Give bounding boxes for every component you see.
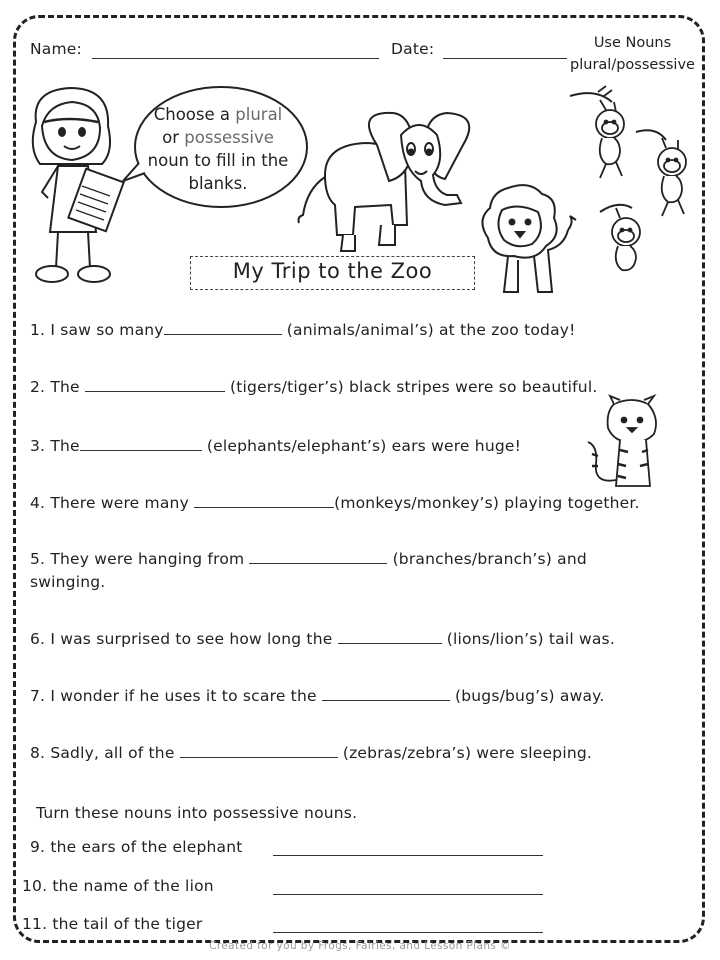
item-9-answer-line[interactable] [273,855,543,856]
question-5-line2: swinging. [30,573,106,591]
question-3-choices: (elephants/elephant’s) ears were huge! [201,437,522,455]
instructions-line3: noun to fill in the [147,151,289,170]
question-4-choices: (monkeys/monkey’s) playing together. [334,494,640,512]
instructions [133,103,303,195]
date-field[interactable] [443,58,567,59]
question-3-blank[interactable] [80,437,202,451]
question-7-text: 7. I wonder if he uses it to scare the [30,687,322,705]
question-2-text: 2. The [30,378,85,396]
monkeys-clipart-icon [566,82,706,278]
item-9-text: 9. the ears of the elephant [30,838,243,856]
word-plural: plural [235,105,283,124]
item-10-answer-line[interactable] [273,894,543,895]
instructions-line2-pre: or [162,128,185,147]
question-6-choices: (lions/lion’s) tail was. [441,630,615,648]
question-4-text: 4. There were many [30,494,195,512]
question-7-blank[interactable] [322,687,450,701]
item-11-text: 11. the tail of the tiger [22,915,203,933]
corner-note-line1: Use Nouns [593,35,672,51]
question-7 [30,687,604,705]
question-5-text: 5. They were hanging from [30,550,250,568]
question-5-blank[interactable] [249,550,387,564]
question-8 [30,744,592,762]
question-4-blank[interactable] [194,494,334,508]
section2-heading: Turn these nouns into possessive nouns. [36,804,358,822]
question-6-blank[interactable] [338,630,442,644]
item-11-answer-line[interactable] [273,932,543,933]
question-1-text: 1. I saw so many [30,321,164,339]
item-10-text: 10. the name of the lion [22,877,214,895]
word-possessive: possessive [184,128,274,147]
copyright-footer: Created for you by Frogs, Fairies, and Lesson Plans © [209,940,511,952]
question-2-choices: (tigers/tiger’s) black stripes were so beautiful. [224,378,598,396]
elephant-clipart-icon [285,105,480,260]
date-label: Date: [391,40,435,58]
lion-clipart-icon [468,180,580,298]
question-3 [30,437,521,455]
instructions-line4: blanks. [188,174,248,193]
question-5-choices: (branches/branch’s) and [387,550,587,568]
question-5 [30,550,587,568]
question-7-choices: (bugs/bug’s) away. [449,687,605,705]
question-8-choices: (zebras/zebra’s) were sleeping. [337,744,593,762]
question-2-blank[interactable] [85,378,225,392]
worksheet-title: My Trip to the Zoo [232,259,433,283]
instructions-line1-pre: Choose a [153,105,236,124]
question-6-text: 6. I was surprised to see how long the [30,630,338,648]
tiger-clipart-icon [584,394,676,494]
question-4 [30,494,640,512]
question-8-text: 8. Sadly, all of the [30,744,180,762]
name-field[interactable] [92,58,379,59]
girl-clipart-icon [18,82,130,294]
name-label: Name: [30,40,82,58]
question-8-blank[interactable] [180,744,338,758]
question-1 [30,321,576,339]
question-6 [30,630,615,648]
question-1-choices: (animals/animal’s) at the zoo today! [281,321,576,339]
question-3-text: 3. The [30,437,80,455]
question-1-blank[interactable] [164,321,282,335]
corner-note [565,32,700,76]
question-2 [30,378,597,396]
corner-note-line2: plural/possessive [570,57,695,73]
